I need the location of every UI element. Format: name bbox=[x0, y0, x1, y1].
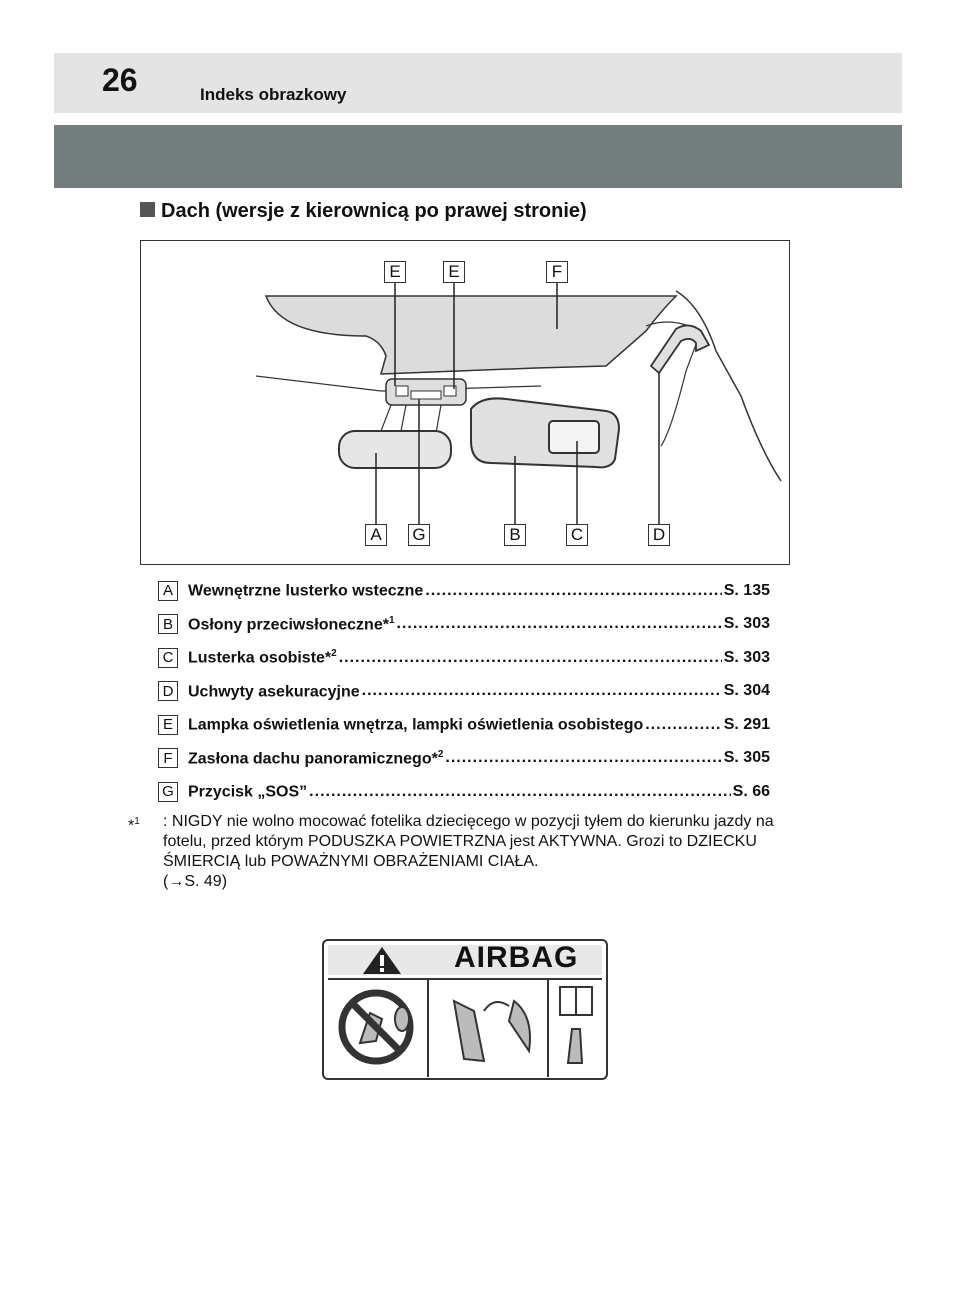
airbag-warning-label bbox=[322, 939, 608, 1080]
item-letter: D bbox=[158, 681, 178, 701]
page-header bbox=[54, 53, 902, 113]
item-label: Lusterka osobiste*$^2$ bbox=[188, 648, 337, 667]
component-list bbox=[158, 574, 770, 809]
list-item bbox=[158, 742, 770, 776]
leader-dots bbox=[425, 582, 721, 600]
seat-icon bbox=[454, 1001, 484, 1061]
item-page-ref: S. 135 bbox=[723, 581, 770, 599]
pointing-hand-icon bbox=[568, 1029, 582, 1063]
square-bullet-icon bbox=[140, 202, 155, 217]
item-label: Uchwyty asekuracyjne bbox=[188, 682, 360, 700]
item-label: Wewnętrzne lusterko wsteczne bbox=[188, 582, 424, 600]
item-letter: G bbox=[158, 782, 178, 802]
leader-dots bbox=[339, 649, 722, 667]
item-letter: C bbox=[158, 648, 178, 668]
roof-illustration bbox=[140, 240, 790, 565]
item-letter: A bbox=[158, 581, 178, 601]
panoramic-roof bbox=[266, 296, 676, 374]
item-page-ref: S. 291 bbox=[723, 715, 770, 733]
callout-c: C bbox=[566, 524, 588, 546]
rear-view-mirror bbox=[339, 431, 451, 468]
item-letter: F bbox=[158, 748, 178, 768]
footnote-mark: *$^1$ bbox=[128, 816, 140, 835]
airbag-deploy-icon bbox=[509, 1001, 530, 1051]
list-item bbox=[158, 708, 770, 742]
label-title: AIRBAG bbox=[454, 941, 579, 974]
list-item bbox=[158, 574, 770, 608]
item-letter: E bbox=[158, 715, 178, 735]
header-band bbox=[54, 125, 902, 188]
callout-g: G bbox=[408, 524, 430, 546]
footnote-reference: (→S. 49) bbox=[163, 873, 228, 890]
list-item bbox=[158, 608, 770, 642]
callout-a: A bbox=[365, 524, 387, 546]
leader-dots bbox=[397, 615, 722, 633]
list-item bbox=[158, 775, 770, 809]
roof-drawing bbox=[141, 241, 791, 566]
item-page-ref: S. 303 bbox=[723, 615, 770, 633]
footnote-text: : NIGDY nie wolno mocować fotelika dziecięcego w pozycji tyłem do kierunku jazdy na fotelu, przed którym PODUSZKA POWIETRZNA jest AKTYWNA. Grozi to DZIECKU ŚMIERCIĄ lub POWAŻNYMI OBRAŻENIAMI CIAŁA. bbox=[163, 813, 774, 870]
item-page-ref: S. 66 bbox=[732, 782, 770, 800]
callout-b: B bbox=[504, 524, 526, 546]
section-title bbox=[140, 200, 587, 223]
footnote bbox=[128, 812, 778, 892]
section-title-text: Dach (wersje z kierownicą po prawej stronie) bbox=[161, 200, 587, 222]
item-label: Lampka oświetlenia wnętrza, lampki oświetlenia osobistego bbox=[188, 716, 644, 734]
leader-dots bbox=[445, 749, 721, 767]
callout-e: E bbox=[443, 261, 465, 283]
item-label: Osłony przeciwsłoneczne*$^1$ bbox=[188, 614, 395, 633]
item-letter: B bbox=[158, 614, 178, 634]
leader-dots bbox=[309, 783, 730, 801]
page-number: 26 bbox=[102, 62, 138, 98]
section-name: Indeks obrazkowy bbox=[200, 85, 347, 104]
list-item bbox=[158, 641, 770, 675]
callout-e: E bbox=[384, 261, 406, 283]
item-page-ref: S. 305 bbox=[723, 749, 770, 767]
item-page-ref: S. 304 bbox=[723, 682, 770, 700]
item-page-ref: S. 303 bbox=[723, 648, 770, 666]
vanity-mirror bbox=[549, 421, 599, 453]
list-item bbox=[158, 675, 770, 709]
leader-dots bbox=[362, 682, 722, 700]
callout-d: D bbox=[648, 524, 670, 546]
callout-f: F bbox=[546, 261, 568, 283]
leader-dots bbox=[645, 716, 722, 734]
item-label: Przycisk „SOS” bbox=[188, 783, 308, 801]
item-label: Zasłona dachu panoramicznego*$^2$ bbox=[188, 748, 444, 767]
grip-handle bbox=[651, 325, 709, 373]
